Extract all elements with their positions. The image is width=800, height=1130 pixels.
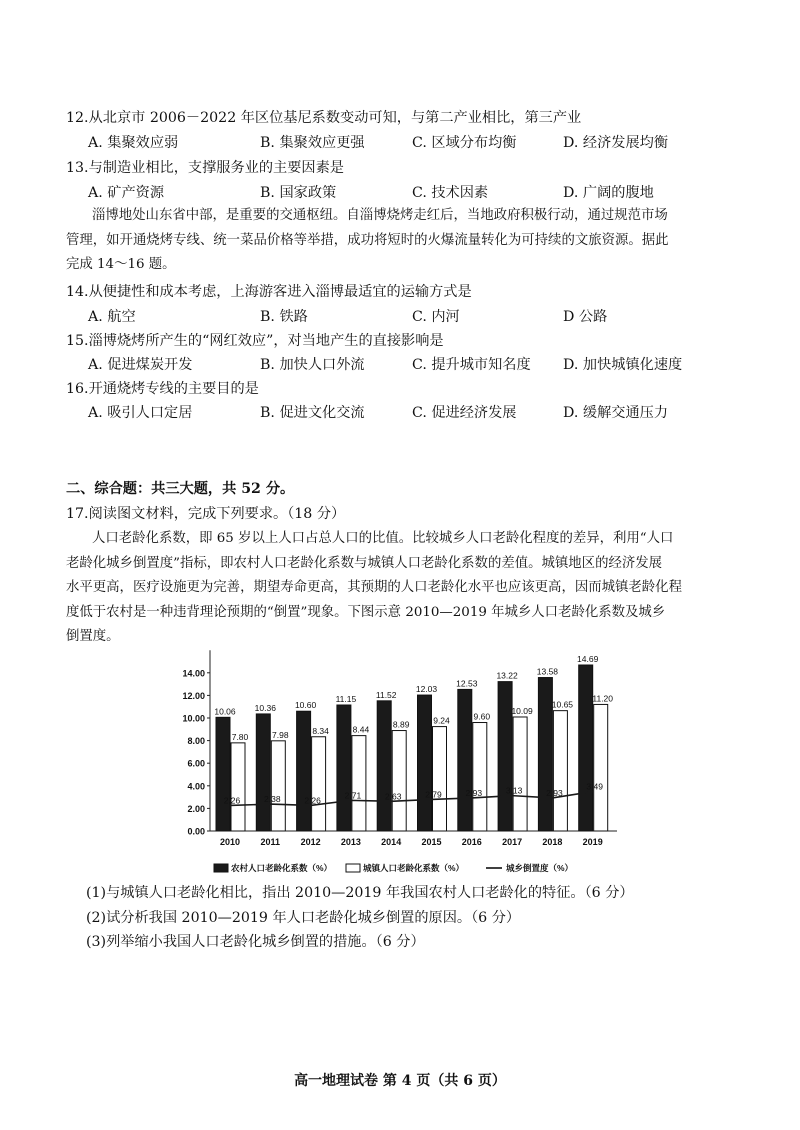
material-line-2: 老龄化城乡倒置度”指标，即农村人口老龄化系数与城镇人口老龄化系数的差值。城镇地区的经济发展 [66, 555, 663, 571]
urban-bar [231, 743, 245, 831]
material-line-1: 人口老龄化系数，即 65 岁以上人口占总人口的比值。比较城乡人口老龄化程度的差异，利用“人口 [92, 531, 674, 546]
option-a: A. 吸引人口定居 [88, 405, 193, 421]
rural-value-label: 11.52 [375, 689, 397, 700]
legend-line-label: 城乡倒置度（%） [506, 863, 574, 873]
inversion-value-label: 2.93 [546, 787, 563, 798]
urban-value-label: 10.09 [511, 705, 533, 716]
page-footer: 高一地理试卷 第 4 页（共 6 页） [294, 1073, 506, 1089]
option-d: D 公路 [563, 309, 608, 325]
question-15-stem: 15.淄博烧烤所产生的“网红效应”，对当地产生的直接影响是 [66, 333, 444, 349]
rural-value-label: 10.06 [214, 706, 236, 717]
x-tick-label: 2016 [461, 837, 482, 847]
inversion-value-label: 2.79 [425, 789, 442, 800]
urban-bar [392, 731, 406, 831]
rural-bar [297, 711, 311, 831]
inversion-value-label: 3.49 [586, 781, 603, 792]
urban-value-label: 11.20 [592, 693, 614, 704]
option-b: B. 国家政策 [260, 185, 337, 201]
option-d: D. 缓解交通压力 [563, 405, 669, 421]
urban-bar [352, 736, 366, 831]
sub-question-2: (2)试分析我国 2010—2019 年人口老龄化城乡倒置的原因。（6 分） [86, 910, 521, 926]
rural-bar [538, 678, 552, 831]
question-12-options [88, 133, 728, 153]
x-tick-label: 2014 [381, 837, 402, 847]
passage-line-2: 管理，如开通烧烤专线、统一菜品价格等举措，成功将短时的火爆流量转化为可持续的文旅资源。据此 [66, 232, 669, 248]
rural-bar [579, 665, 593, 831]
rural-bar [337, 705, 351, 831]
option-b: B. 集聚效应更强 [260, 135, 365, 151]
legend-urban-swatch [346, 864, 360, 872]
legend-urban-label: 城镇人口老龄化系数（%） [363, 863, 465, 873]
urban-value-label: 8.34 [312, 725, 329, 736]
question-15-options [88, 355, 728, 375]
y-tick-label: 14.00 [182, 668, 205, 679]
rural-bar [216, 717, 230, 831]
rural-value-label: 11.15 [335, 694, 357, 705]
question-17-stem: 17.阅读图文材料，完成下列要求。（18 分） [66, 506, 346, 522]
inversion-value-label: 2.26 [304, 795, 321, 806]
urban-value-label: 8.44 [352, 724, 370, 735]
y-tick-label: 10.00 [182, 713, 205, 724]
urban-bar [473, 723, 487, 831]
option-c: C. 技术因素 [412, 185, 489, 201]
question-12-stem: 12.从北京市 2006－2022 年区位基尼系数变动可知，与第二产业相比，第三产业 [66, 110, 582, 126]
option-a: A. 矿产资源 [88, 185, 165, 201]
x-tick-label: 2018 [542, 837, 563, 847]
rural-value-label: 13.58 [536, 666, 559, 677]
inversion-value-label: 2.63 [384, 791, 402, 802]
x-tick-label: 2010 [219, 837, 241, 847]
y-tick-label: 0.00 [187, 826, 205, 837]
question-16-stem: 16.开通烧烤专线的主要目的是 [66, 381, 259, 397]
inversion-value-label: 2.93 [465, 787, 483, 798]
urban-bar [594, 704, 608, 831]
rural-bar [498, 682, 512, 831]
sub-question-3: (3)列举缩小我国人口老龄化城乡倒置的措施。（6 分） [86, 934, 425, 950]
zibo-passage [66, 204, 731, 278]
urban-bar [513, 717, 527, 831]
option-d: D. 加快城镇化速度 [563, 357, 683, 373]
rural-bar [256, 714, 270, 831]
rural-value-label: 14.69 [577, 654, 599, 665]
question-13-options [88, 183, 728, 203]
sub-question-1: (1)与城镇人口老龄化相比，指出 2010—2019 年我国农村人口老龄化的特征。（6 分） [86, 885, 634, 901]
urban-bar [433, 727, 447, 831]
option-a: A. 促进煤炭开发 [88, 357, 193, 373]
option-b: B. 促进文化交流 [260, 405, 365, 421]
passage-line-1: 淄博地处山东省中部，是重要的交通枢纽。自淄博烧烤走红后，当地政府积极行动，通过规范市场 [92, 208, 668, 223]
inversion-value-label: 2.38 [264, 794, 281, 805]
section-2-heading: 二、综合题：共三大题，共 52 分。 [66, 481, 295, 497]
urban-bar [312, 737, 326, 831]
option-c: C. 内河 [412, 309, 460, 325]
option-c: C. 提升城市知名度 [412, 357, 531, 373]
y-tick-label: 12.00 [182, 690, 205, 701]
question-17-material [66, 527, 731, 650]
rural-value-label: 12.03 [415, 684, 438, 695]
inversion-value-label: 2.26 [223, 795, 241, 806]
option-a: A. 航空 [88, 309, 136, 325]
y-tick-label: 8.00 [187, 736, 205, 747]
urban-bar [271, 741, 285, 831]
aging-chart [170, 650, 630, 882]
urban-bar [553, 711, 567, 831]
option-b: B. 铁路 [260, 309, 308, 325]
x-tick-label: 2011 [260, 837, 281, 847]
question-16-options [88, 403, 728, 423]
x-tick-label: 2012 [300, 837, 321, 847]
question-13-stem: 13.与制造业相比，支撑服务业的主要因素是 [66, 160, 344, 176]
rural-bar [418, 695, 432, 831]
urban-value-label: 8.89 [392, 719, 410, 730]
rural-bar [458, 689, 472, 831]
legend-rural-swatch [214, 864, 228, 872]
y-tick-label: 2.00 [187, 803, 205, 814]
rural-value-label: 10.60 [294, 700, 317, 711]
question-14-options [88, 307, 728, 327]
x-tick-label: 2017 [502, 837, 523, 847]
urban-value-label: 10.65 [551, 699, 574, 710]
material-line-4: 度低于农村是一种违背理论预期的“倒置”现象。下图示意 2010—2019 年城乡人口老龄化系数及城乡 [66, 604, 666, 620]
option-d: D. 广阔的腹地 [563, 185, 654, 201]
y-tick-label: 6.00 [187, 758, 205, 769]
material-line-3: 水平更高，医疗设施更为完善，期望寿命更高，其预期的人口老龄化水平也应该更高，因而城镇老龄化程 [66, 580, 682, 595]
option-c: C. 促进经济发展 [412, 405, 517, 421]
x-tick-label: 2013 [340, 837, 361, 847]
rural-value-label: 10.36 [254, 702, 276, 713]
inversion-value-label: 3.13 [505, 785, 523, 796]
y-tick-label: 4.00 [187, 781, 205, 792]
question-14-stem: 14.从便捷性和成本考虑，上海游客进入淄博最适宜的运输方式是 [66, 284, 472, 300]
urban-value-label: 7.98 [272, 729, 289, 740]
x-tick-label: 2015 [421, 837, 442, 847]
x-tick-label: 2019 [582, 837, 603, 847]
passage-line-3: 完成 14～16 题。 [66, 257, 176, 272]
inversion-value-label: 2.71 [344, 790, 362, 801]
urban-value-label: 9.60 [473, 711, 491, 722]
option-b: B. 加快人口外流 [260, 357, 365, 373]
rural-value-label: 13.22 [496, 670, 518, 681]
option-c: C. 区域分布均衡 [412, 135, 517, 151]
urban-value-label: 7.80 [231, 731, 249, 742]
rural-value-label: 12.53 [456, 678, 478, 689]
legend-rural-label: 农村人口老龄化系数（%） [231, 863, 333, 873]
option-d: D. 经济发展均衡 [563, 135, 669, 151]
chart-legend [214, 863, 573, 873]
chart-bars [216, 665, 608, 831]
rural-bar [377, 701, 391, 831]
option-a: A. 集聚效应弱 [88, 135, 179, 151]
urban-value-label: 9.24 [433, 715, 450, 726]
material-line-5: 倒置度。 [66, 629, 120, 644]
